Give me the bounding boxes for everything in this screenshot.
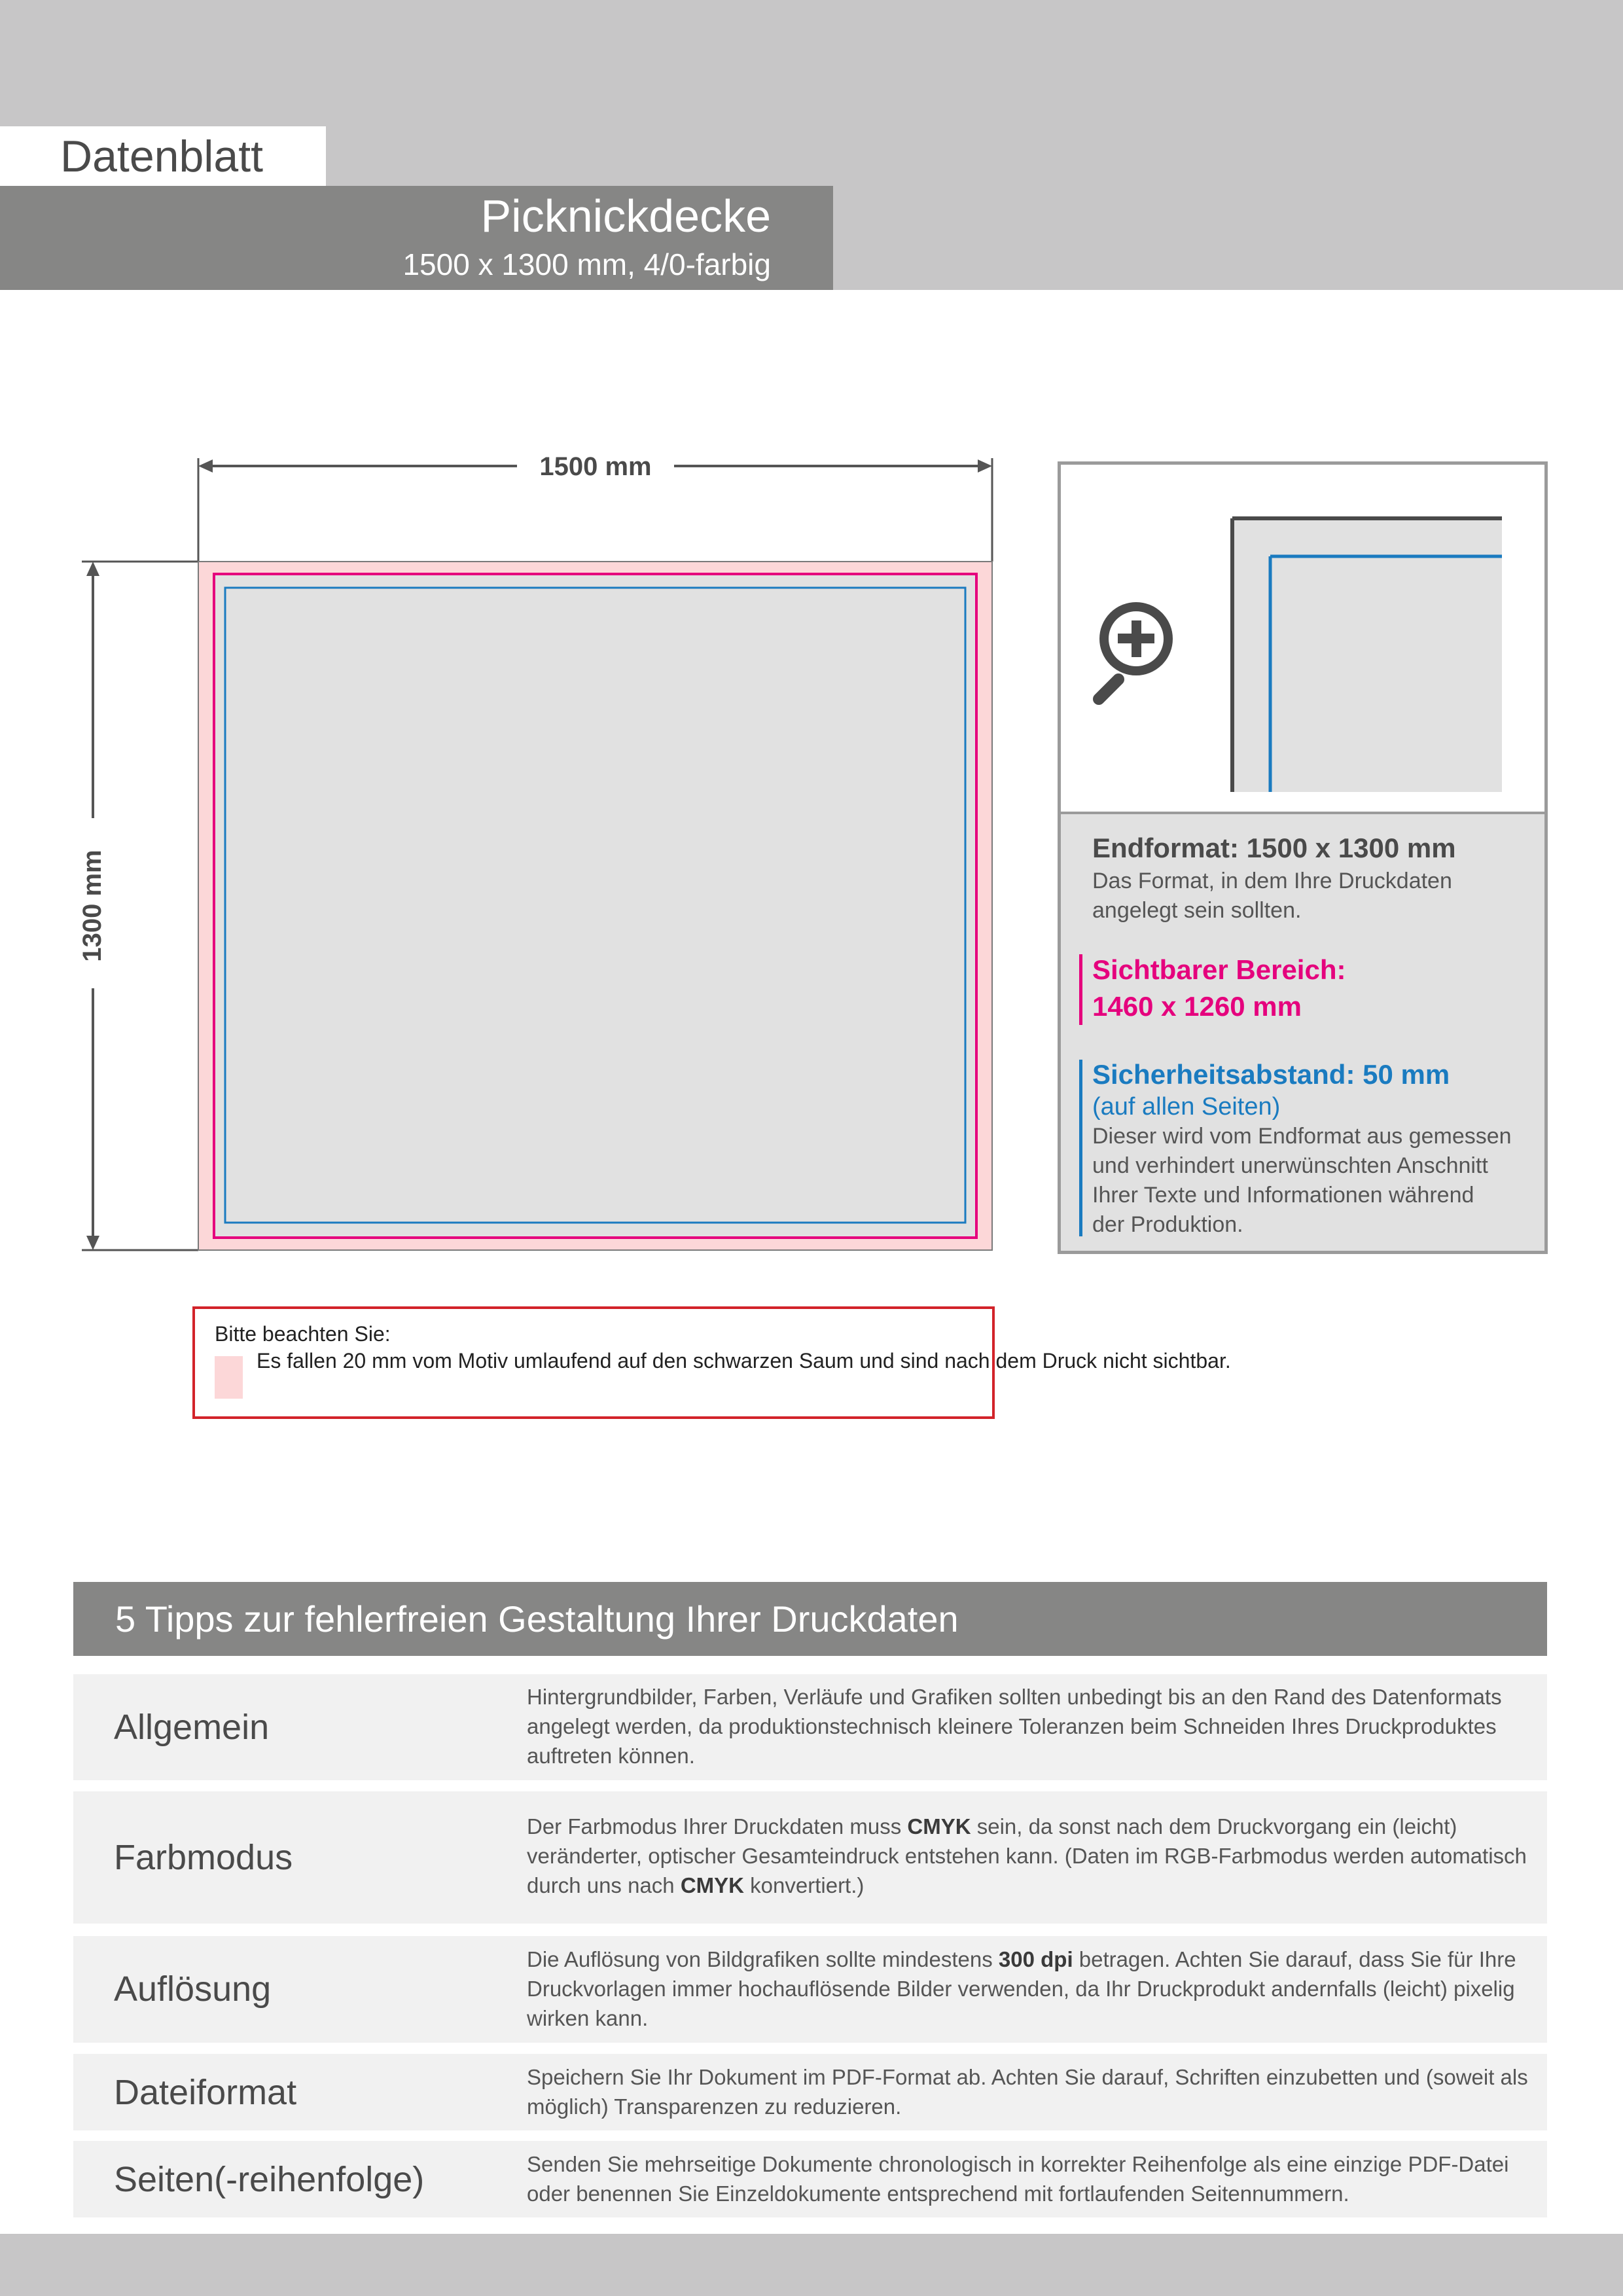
safety-desc-3: Ihrer Texte und Informationen während — [1092, 1183, 1474, 1208]
corner-area — [1232, 518, 1502, 792]
width-dimension — [198, 452, 992, 562]
tip-text-allgemein: Hintergrundbilder, Farben, Verläufe und Grafiken sollten unbedingt bis an den Rand des Datenformats angelegt werden, da produktionstechnisch kleinere Toleranzen beim Schneiden Ihres Druckproduktes auftreten können. — [527, 1685, 1502, 1768]
visible-area-heading-2: 1460 x 1260 mm — [1092, 991, 1302, 1022]
tip-label-allgemein: Allgemein — [114, 1708, 270, 1747]
safety-desc-1: Dieser wird vom Endformat aus gemessen — [1092, 1124, 1512, 1149]
info-legend — [1061, 812, 1544, 1251]
tip-label-seiten: Seiten(-reihenfolge) — [114, 2160, 425, 2199]
tip-label-farbmodus: Farbmodus — [114, 1838, 293, 1877]
visible-area-marker — [1079, 954, 1082, 1025]
tip-text-seiten: Senden Sie mehrseitige Dokumente chronologisch in korrekter Reihenfolge als eine einzige PDF-Datei oder benennen Sie Einzeldokumente entsprechend mit fortlaufenden Seitennummern. — [527, 2152, 1509, 2206]
bleed-swatch — [215, 1356, 243, 1399]
height-label: 1300 mm — [78, 850, 107, 962]
tip-text-farbmodus: Der Farbmodus Ihrer Druckdaten muss CMYK sein, da sonst nach dem Druckvorgang ein (leicht) veränderter, optischer Gesamteindruck entstehen kann. (Daten im RGB-Farbmodus werden automatisch durch uns nach CMYK konvertiert.) — [527, 1814, 1527, 1897]
note-box — [192, 1306, 1231, 1419]
endformat-desc-2: angelegt sein sollten. — [1092, 898, 1302, 923]
magnifier-plus-icon — [1099, 607, 1168, 699]
info-panel — [1058, 461, 1548, 1254]
endformat-heading: Endformat: 1500 x 1300 mm — [1092, 833, 1456, 863]
endformat-desc-1: Das Format, in dem Ihre Druckdaten — [1092, 869, 1452, 893]
footer-band — [0, 2234, 1623, 2296]
tip-row — [73, 2141, 1547, 2217]
tip-text-dateiformat: Speichern Sie Ihr Dokument im PDF-Format ab. Achten Sie darauf, Schriften einzubetten und (soweit als möglich) Transparenzen zu reduzieren. — [527, 2065, 1528, 2119]
note-text: Es fallen 20 mm vom Motiv umlaufend auf den schwarzen Saum und sind nach dem Druck nicht sichtbar. — [257, 1349, 1231, 1372]
safety-heading: Sicherheitsabstand: 50 mm — [1092, 1059, 1450, 1090]
tip-label-dateiformat: Dateiformat — [114, 2073, 297, 2112]
tip-label-aufloesung: Auflösung — [114, 1969, 272, 2009]
tip-row — [73, 2054, 1547, 2130]
tip-row — [73, 1674, 1547, 1780]
tip-row — [73, 1936, 1547, 2043]
note-title: Bitte beachten Sie: — [215, 1322, 391, 1346]
tip-row — [73, 1791, 1547, 1924]
product-subtitle: 1500 x 1300 mm, 4/0-farbig — [402, 247, 771, 281]
doc-type-label: Datenblatt — [60, 132, 263, 181]
tips-header — [73, 1582, 1547, 1656]
width-label: 1500 mm — [539, 452, 652, 481]
safety-desc-2: und verhindert unerwünschten Anschnitt — [1092, 1153, 1488, 1178]
visible-area-heading-1: Sichtbarer Bereich: — [1092, 954, 1346, 985]
safety-marker — [1079, 1060, 1082, 1236]
tip-text-aufloesung: Die Auflösung von Bildgrafiken sollte mindestens 300 dpi betragen. Achten Sie darauf, dass Sie für Ihre Druckvorlagen immer hochauflösende Bilder verwenden, da Ihr Druckprodukt andernfalls (leicht) pixelig wirken kann. — [527, 1947, 1516, 2030]
safety-desc-4: der Produktion. — [1092, 1212, 1243, 1237]
product-title: Picknickdecke — [480, 190, 771, 242]
visible-area — [214, 574, 976, 1238]
format-diagram — [0, 419, 1047, 1270]
height-dimension — [78, 562, 198, 1250]
tips-title: 5 Tipps zur fehlerfreien Gestaltung Ihrer Druckdaten — [115, 1598, 959, 1640]
corner-detail — [1061, 465, 1544, 812]
safety-subheading: (auf allen Seiten) — [1092, 1093, 1281, 1121]
zoom-detail — [1061, 465, 1544, 812]
